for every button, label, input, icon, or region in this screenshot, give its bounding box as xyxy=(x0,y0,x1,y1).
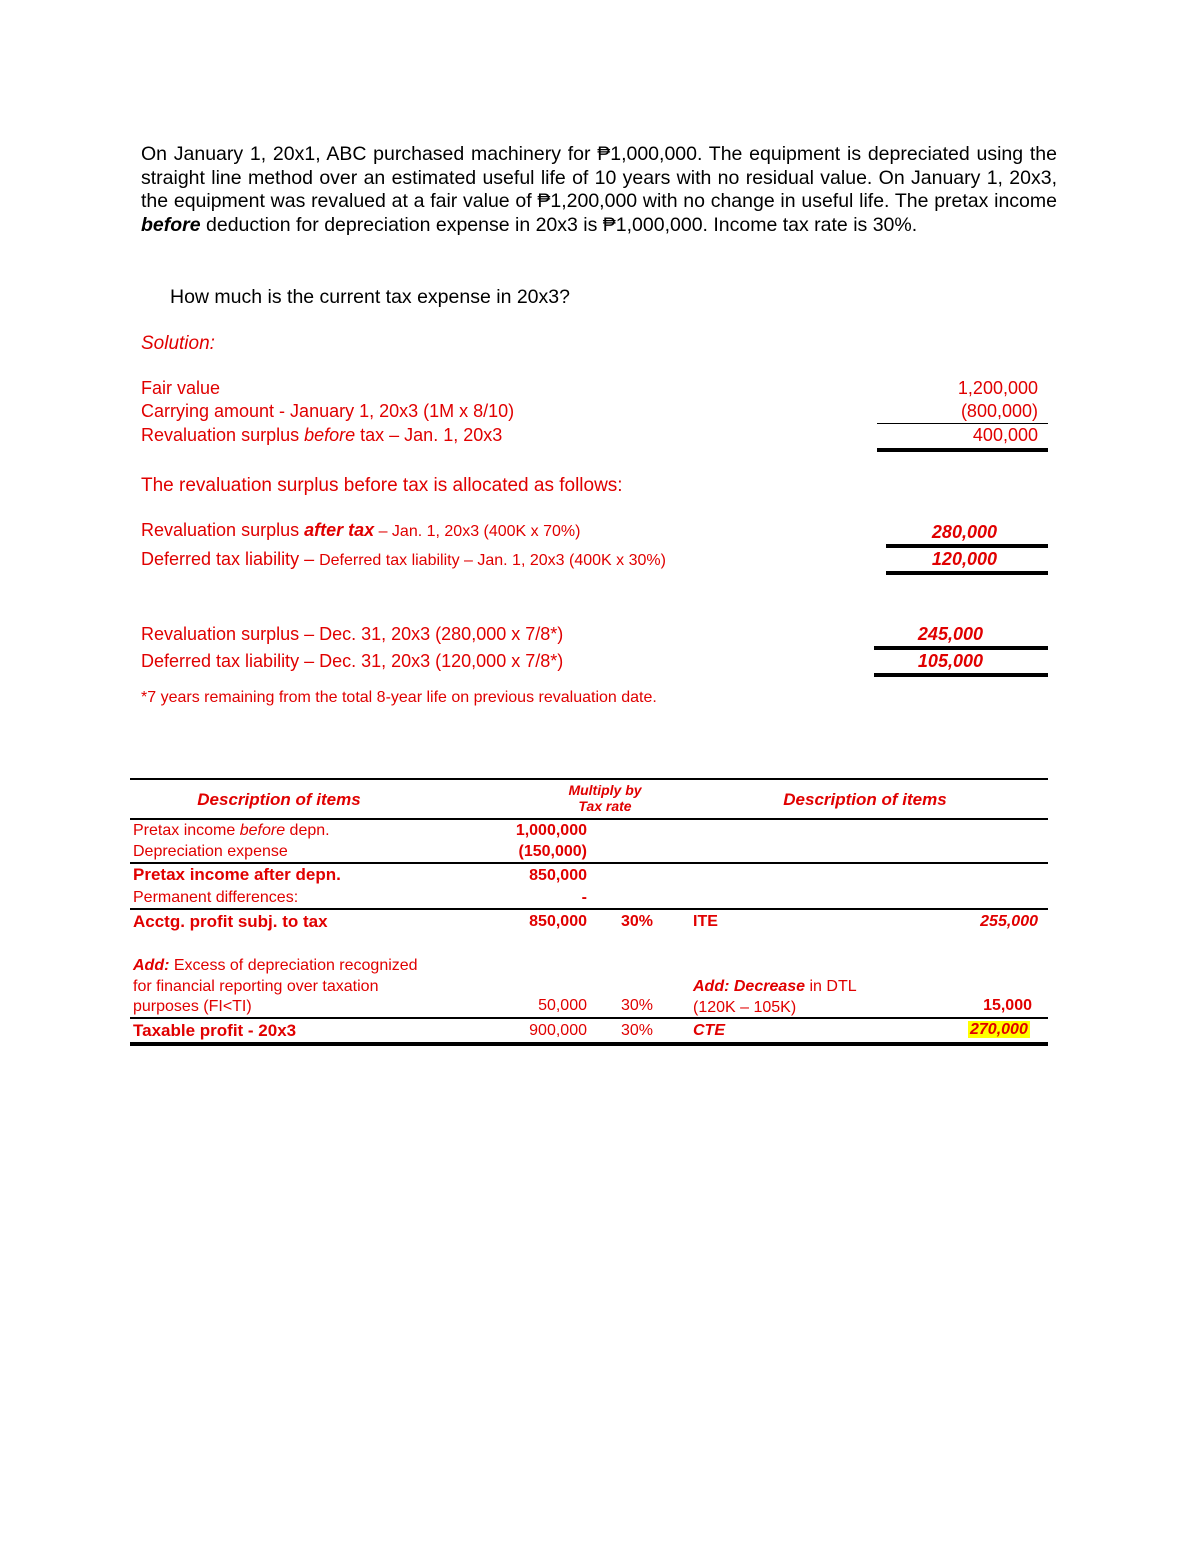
table-divider xyxy=(130,818,1048,820)
allocation-text: The revaluation surplus before tax is allocated as follows: xyxy=(141,475,623,496)
fair-value-label: Fair value xyxy=(141,378,221,398)
question: How much is the current tax expense in 20x3? xyxy=(170,286,570,308)
table-row-amount: 15,000 xyxy=(983,997,1032,1014)
table-row-label: Add: Excess of depreciation recognized for financial reporting over taxation purposes (FI<TI) xyxy=(133,957,418,1015)
highlighted-answer: 270,000 xyxy=(970,1021,1028,1038)
double-underline xyxy=(877,448,1048,452)
table-row-desc: ITE xyxy=(693,913,718,930)
dec-dtl-label: Deferred tax liability – Dec. 31, 20x3 (120,000 x 7/8*) xyxy=(141,651,564,671)
footnote: *7 years remaining from the total 8-year life on previous revaluation date. xyxy=(141,689,657,706)
surplus-value: 400,000 xyxy=(972,425,1038,445)
double-underline xyxy=(886,544,1048,548)
table-row-label: Acctg. profit subj. to tax xyxy=(133,912,328,931)
header-description-right: Description of items xyxy=(783,790,947,809)
dtl-value: 120,000 xyxy=(931,549,997,569)
double-underline xyxy=(874,646,1048,650)
problem-paragraph xyxy=(141,143,1057,237)
table-row-label: Pretax income before depn. xyxy=(133,822,330,839)
table-row-value: 900,000 xyxy=(529,1022,587,1039)
dec-dtl-value: 105,000 xyxy=(917,651,983,671)
header-multiply: Multiply by Tax rate xyxy=(568,782,642,814)
problem-emphasis: before xyxy=(141,213,201,236)
table-row-rate: 30% xyxy=(621,913,654,930)
surplus-label: Revaluation surplus before tax – Jan. 1, 20x3 xyxy=(141,425,503,445)
table-row-value: (150,000) xyxy=(518,843,587,860)
divider xyxy=(877,423,1048,424)
carrying-label: Carrying amount - January 1, 20x3 (1M x 8/10) xyxy=(141,401,515,421)
table-row-value: - xyxy=(581,889,587,906)
dtl-label: Deferred tax liability – Deferred tax liability – Jan. 1, 20x3 (400K x 30%) xyxy=(141,549,666,569)
table-row-label: Depreciation expense xyxy=(133,843,288,860)
after-tax-label: Revaluation surplus after tax – Jan. 1, 20x3 (400K x 70%) xyxy=(141,520,581,540)
after-tax-value: 280,000 xyxy=(931,522,997,542)
carrying-value: (800,000) xyxy=(960,401,1038,421)
table-row-desc: CTE xyxy=(693,1022,725,1039)
table-row-value: 850,000 xyxy=(529,913,587,930)
double-underline xyxy=(886,571,1048,575)
table-row-value: 50,000 xyxy=(538,997,587,1014)
table-row-label: Permanent differences: xyxy=(133,889,299,906)
double-underline xyxy=(874,673,1048,677)
table-top-border xyxy=(130,778,1048,780)
problem-text: On January 1, 20x1, ABC purchased machinery for ₱1,000,000. The equipment is depreciated using the straight line method over an estimated useful life of 10 years with no residual value. On January 1, 20x3, the equipment was revalued at a fair value of ₱1,200,000 with no change in useful life. The pretax income xyxy=(141,143,1057,212)
solution-heading: Solution: xyxy=(141,333,215,354)
table-bottom-border xyxy=(130,1042,1048,1046)
table-row-desc: Add: Decrease in DTL (120K – 105K) xyxy=(693,978,857,1016)
table-row-label: Taxable profit - 20x3 xyxy=(133,1021,297,1040)
table-divider xyxy=(130,908,1048,910)
fair-value: 1,200,000 xyxy=(957,378,1038,398)
table-divider xyxy=(130,862,1048,864)
table-divider xyxy=(130,1017,1048,1019)
dec-surplus-label: Revaluation surplus – Dec. 31, 20x3 (280,000 x 7/8*) xyxy=(141,624,564,644)
table-row-rate: 30% xyxy=(621,1022,654,1039)
table-row-amount: 255,000 xyxy=(980,913,1038,930)
dec-surplus-value: 245,000 xyxy=(917,624,983,644)
table-row-rate: 30% xyxy=(621,997,654,1014)
table-row-label: Pretax income after depn. xyxy=(133,865,341,884)
table-row-value: 850,000 xyxy=(529,867,587,884)
table-row-value: 1,000,000 xyxy=(515,822,587,839)
header-description-left: Description of items xyxy=(197,790,361,809)
problem-text-end: deduction for depreciation expense in 20x3 is ₱1,000,000. Income tax rate is 30%. xyxy=(200,213,918,236)
